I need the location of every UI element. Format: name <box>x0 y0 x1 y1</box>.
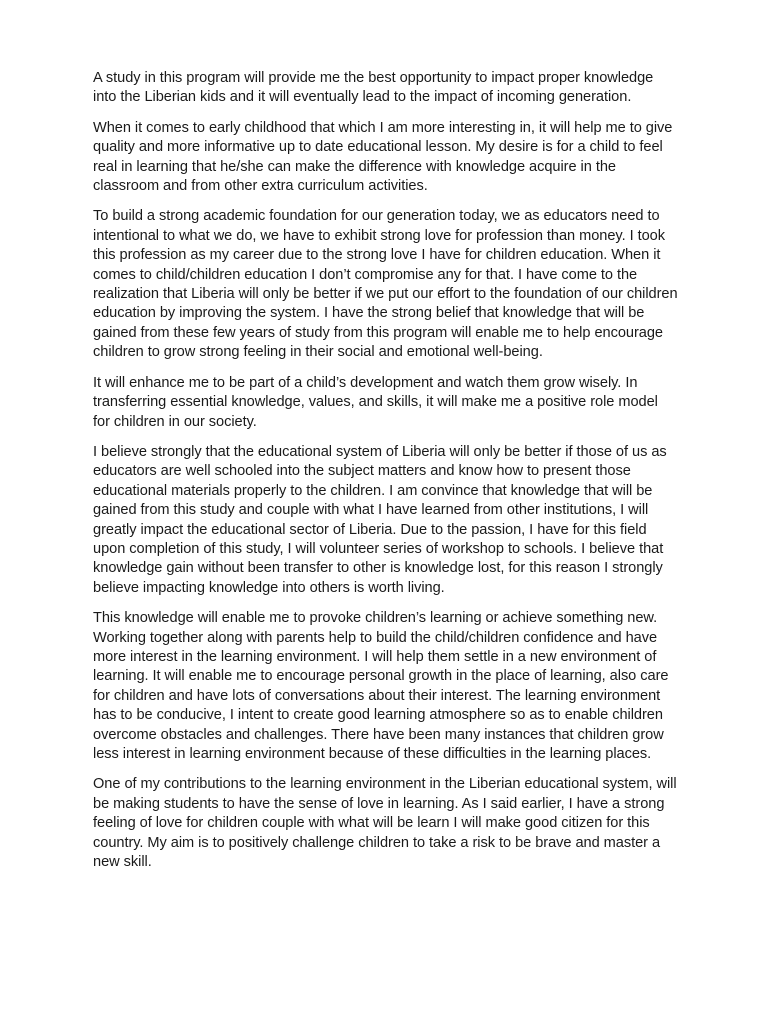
paragraph-3: To build a strong academic foundation for our generation today, we as educators need to intentional to what we do, we have to exhibit strong love for profession than money. I took this profession as my career due to the strong love I have for children education. When it comes to child/children education I don’t compromise any for that. I have come to the realization that Liberia will only be better if we put our effort to the foundation of our children education by improving the system. I have the strong belief that knowledge that will be gained from these few years of study from this program will enable me to help encourage children to grow strong feeling in their social and emotional well-being. <box>93 208 678 361</box>
paragraph-6: This knowledge will enable me to provoke children’s learning or achieve something new. Working together along with parents help to build the child/children confidence and have more interest in the learning environment. I will help them settle in a new environment of learning. It will enable me to encourage personal growth in the place of learning, also care for children and have lots of conversations about their interest. The learning environment has to be conducive, I intent to create good learning atmosphere so as to enable children overcome obstacles and challenges. There have been many instances that children grow less interest in learning environment because of these difficulties in the learning places. <box>93 610 669 762</box>
paragraph-7: One of my contributions to the learning environment in the Liberian educational system, will be making students to have the sense of love in learning. As I said earlier, I have a strong feeling of love for children couple with what will be learn I will make good citizen for this country. My aim is to positively challenge children to take a risk to be brave and master a new skill. <box>93 776 677 871</box>
paragraph-2: When it comes to early childhood that which I am more interesting in, it will help me to give quality and more informative up to date educational lesson. My desire is for a child to feel real in learning that he/she can make the difference with knowledge acquire in the classroom and from other extra curriculum activities. <box>93 119 673 195</box>
paragraph-4: It will enhance me to be part of a child’s development and watch them grow wisely. In transferring essential knowledge, values, and skills, it will make me a positive role model for children in our society. <box>93 374 658 430</box>
paragraph-5: I believe strongly that the educational system of Liberia will only be better if those of us as educators are well schooled into the subject matters and know how to present those educational materials properly to the children. I am convince that knowledge that will be gained from this study and couple with what I have learned from other institutions, I will greatly impact the educational sector of Liberia. Due to the passion, I have for this field upon completion of this study, I will volunteer series of workshop to schools. I believe that knowledge gain without been transfer to other is knowledge lost, for this reason I strongly believe impacting knowledge into others is worth living. <box>93 443 667 596</box>
paragraph-1: A study in this program will provide me the best opportunity to impact proper knowledge into the Liberian kids and it will eventually lead to the impact of incoming generation. <box>93 70 654 106</box>
